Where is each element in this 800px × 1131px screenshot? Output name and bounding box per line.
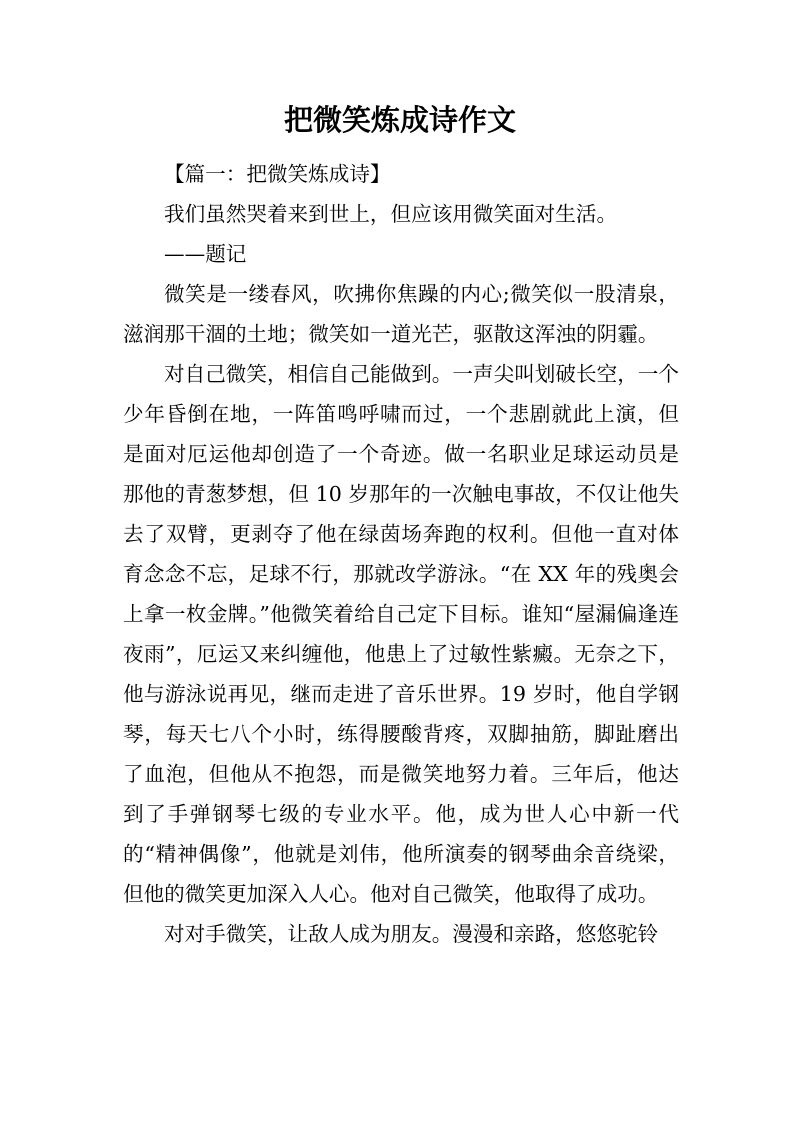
paragraph: 微笑是一缕春风，吹拂你焦躁的内心;微笑似一股清泉，滋润那干涸的土地；微笑如一道光芒，驱散这浑浊的阴霾。 bbox=[123, 282, 679, 346]
epigraph-source: ——题记 bbox=[164, 242, 247, 266]
section-heading: 【篇一：把微笑炼成诗】 bbox=[164, 162, 391, 186]
paragraph: 对自己微笑，相信自己能做到。一声尖叫划破长空，一个少年昏倒在地，一阵笛鸣呼啸而过，一个悲剧就此上演，但是面对厄运他却创造了一个奇迹。做一名职业足球运动员是那他的青葱梦想，但 10 岁那年的一次触电事故，不仅让他失去了双臂，更剥夺了他在绿茵场奔跑的权利。但他一直对体育念念不忘，足球不行，那就改学游泳。“在 XX 年的残奥会上拿一枚金牌。”他微笑着给自己定下目标。谁知“屋漏偏逢连夜雨”，厄运又来纠缠他，他患上了过敏性紫癜。无奈之下，他与游泳说再见，继而走进了音乐世界。19 岁时，他自学钢琴，每天七八个小时，练得腰酸背疼，双脚抽筋，脚趾磨出了血泡，但他从不抱怨，而是微笑地努力着。三年后，他达到了手弹钢琴七级的专业水平。他，成为世人心中新一代的“精神偶像”，他就是刘伟，他所演奏的钢琴曲余音绕梁，但他的微笑更加深入人心。他对自己微笑，他取得了成功。 bbox=[123, 362, 679, 906]
paragraph: 对对手微笑，让敌人成为朋友。漫漫和亲路，悠悠驼铃 bbox=[164, 922, 659, 946]
document-body bbox=[123, 154, 679, 954]
document-title: 把微笑炼成诗作文 bbox=[283, 103, 516, 137]
epigraph: 我们虽然哭着来到世上，但应该用微笑面对生活。 bbox=[164, 202, 618, 226]
